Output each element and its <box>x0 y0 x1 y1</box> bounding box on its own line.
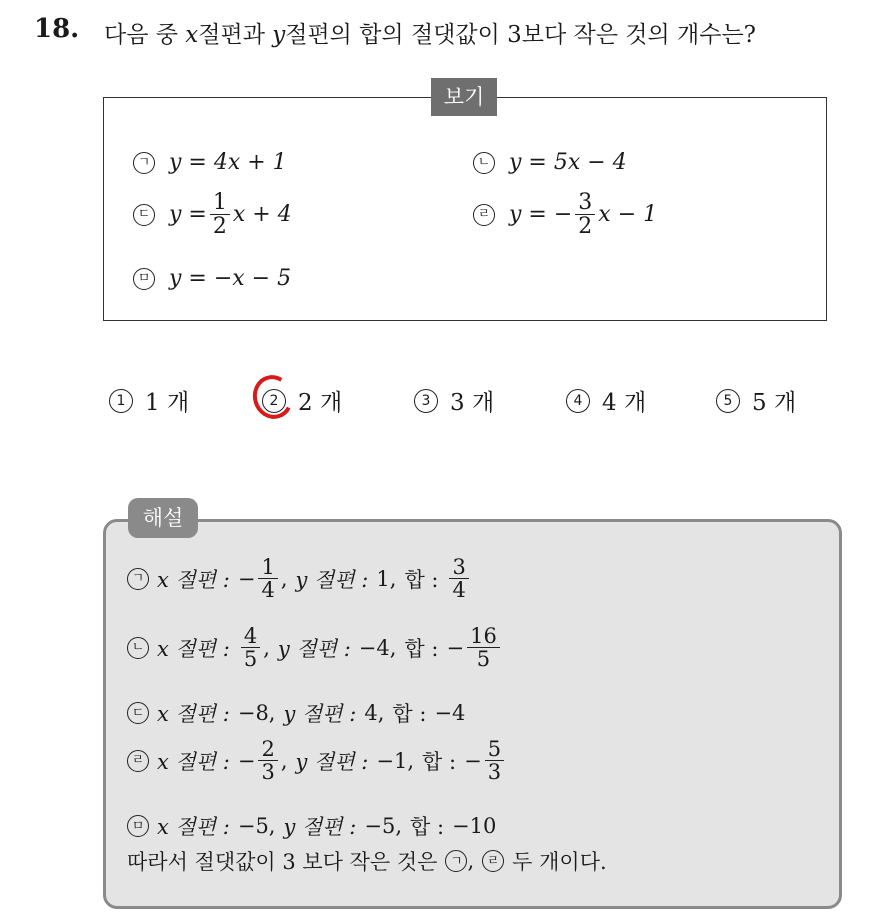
var-x: x <box>185 22 199 48</box>
x-sign: − <box>237 566 256 591</box>
bogi-item-5 <box>133 266 291 291</box>
numerator: 1 <box>258 556 277 579</box>
denominator: 2 <box>578 214 593 240</box>
circled-mark-icon: ㅁ <box>127 815 149 837</box>
fraction <box>467 625 500 670</box>
denominator: 4 <box>452 578 466 603</box>
circled-mark-icon: ㄴ <box>473 152 495 174</box>
y-value: −4, <box>358 635 397 660</box>
equation-rhs: x − 1 <box>598 202 658 228</box>
conclusion-comma: , <box>467 849 475 873</box>
sum-label: 합 : <box>404 567 439 592</box>
bogi-item-1 <box>133 150 287 175</box>
question-text-a: 다음 중 <box>104 22 186 48</box>
choice-label: 5 개 <box>752 390 797 416</box>
question-text-c: 절편의 합의 절댓값이 3보다 작은 것의 개수는? <box>285 22 756 48</box>
y-value: −1, <box>376 748 415 773</box>
fraction <box>485 738 504 783</box>
x-intercept-label: x 절편 : <box>157 815 230 839</box>
x-value: −5, <box>237 814 276 838</box>
numerator: 3 <box>449 556 468 579</box>
choice-number-icon: 4 <box>566 389 590 413</box>
choice-1[interactable] <box>109 384 189 417</box>
x-intercept-label: x 절편 : <box>157 749 230 774</box>
sum-value: −10 <box>452 814 497 838</box>
circled-mark-icon: ㄹ <box>127 750 149 772</box>
solution-row-1: ㄱ x 절편 : − $\frac{1}{4}$ , y 절편 : 1, 합 : $\frac{3}{4}$ <box>127 556 472 601</box>
choice-label: 2 개 <box>298 390 343 416</box>
circled-mark-icon: ㄹ <box>482 850 504 872</box>
solution-label: 해설 <box>128 498 198 538</box>
y-intercept-label: y 절편 : <box>295 567 369 592</box>
denominator: 3 <box>261 760 275 785</box>
choice-4[interactable] <box>566 384 646 417</box>
denominator: 5 <box>476 647 491 672</box>
x-value: −8, <box>237 701 276 725</box>
bogi-item-3 <box>133 191 292 238</box>
solution-row-2: ㄴ x 절편 : $\frac{4}{5}$ , y 절편 : −4, 합 : − $\frac{16}{5}$ <box>127 625 503 670</box>
numerator: 5 <box>485 738 504 761</box>
denominator: 3 <box>487 760 502 785</box>
equation: y = 4x + 1 <box>169 150 287 175</box>
question-text <box>104 16 756 49</box>
x-intercept-label: x 절편 : <box>157 567 230 592</box>
x-sign: − <box>237 748 256 773</box>
denominator: 2 <box>212 214 227 240</box>
solution-row-4: ㄹ x 절편 : − $\frac{2}{3}$ , y 절편 : −1, 합 : − $\frac{5}{3}$ <box>127 738 507 783</box>
sum-sign: − <box>464 748 482 773</box>
fraction <box>258 738 277 783</box>
y-value: −5, <box>364 814 402 838</box>
numerator: 4 <box>241 625 260 648</box>
circled-mark-icon: ㄱ <box>133 152 155 174</box>
sum-value: −4 <box>434 701 466 725</box>
numerator: 1 <box>210 191 230 215</box>
denominator: 4 <box>261 578 275 603</box>
equation: y = −x − 5 <box>169 266 292 291</box>
y-intercept-label: y 절편 : <box>283 815 357 839</box>
sum-label: 합 : <box>404 636 439 661</box>
circled-mark-icon: ㄹ <box>473 204 495 226</box>
sum-label: 합 : <box>410 815 445 839</box>
conclusion-text-b: 두 개이다. <box>512 850 607 874</box>
numerator: 16 <box>467 625 500 648</box>
x-intercept-label: x 절편 : <box>157 702 230 726</box>
y-intercept-label: y 절편 : <box>295 749 369 774</box>
circled-mark-icon: ㄴ <box>127 637 149 659</box>
question-number: 18. <box>34 14 80 44</box>
sum-sign: − <box>446 635 465 660</box>
solution-row-3 <box>127 698 465 728</box>
solution-conclusion <box>127 846 607 876</box>
equation-lhs: y = − <box>509 202 573 228</box>
question-text-b: 절편과 <box>198 22 273 48</box>
choice-number-icon: 1 <box>109 389 133 413</box>
circled-mark-icon: ㄷ <box>133 204 155 226</box>
equation-lhs: y = <box>169 202 207 228</box>
fraction <box>210 191 230 238</box>
choice-label: 3 개 <box>450 390 495 416</box>
circled-mark-icon: ㄱ <box>445 850 467 872</box>
equation: y = 5x − 4 <box>509 150 627 175</box>
var-y: y <box>272 22 286 48</box>
numerator: 2 <box>258 738 277 761</box>
y-value: 4, <box>364 701 385 725</box>
conclusion-text-a: 따라서 절댓값이 3 보다 작은 것은 <box>127 850 438 874</box>
y-value: 1, <box>376 566 397 591</box>
fraction <box>575 191 595 238</box>
bogi-item-4 <box>473 191 657 238</box>
sum-label: 합 : <box>422 749 457 774</box>
choice-label: 4 개 <box>602 390 647 416</box>
choice-5[interactable] <box>716 384 796 417</box>
bogi-label: 보기 <box>431 78 497 116</box>
choice-number-icon: 2 <box>262 389 286 413</box>
fraction <box>241 625 260 670</box>
fraction <box>449 556 468 601</box>
equation-rhs: x + 4 <box>232 202 292 228</box>
choice-label: 1 개 <box>145 390 190 416</box>
choice-number-icon: 3 <box>414 389 438 413</box>
bogi-item-2 <box>473 150 627 175</box>
choice-3[interactable] <box>414 384 494 417</box>
sum-label: 합 : <box>392 702 427 726</box>
circled-mark-icon: ㄱ <box>127 568 149 590</box>
solution-row-5 <box>127 811 496 841</box>
fraction <box>258 556 277 601</box>
circled-mark-icon: ㅁ <box>133 268 155 290</box>
numerator: 3 <box>575 191 595 215</box>
circled-mark-icon: ㄷ <box>127 702 149 724</box>
denominator: 5 <box>243 647 258 672</box>
choice-number-icon: 5 <box>716 389 740 413</box>
x-intercept-label: x 절편 : <box>157 636 230 661</box>
y-intercept-label: y 절편 : <box>277 636 351 661</box>
y-intercept-label: y 절편 : <box>283 702 357 726</box>
